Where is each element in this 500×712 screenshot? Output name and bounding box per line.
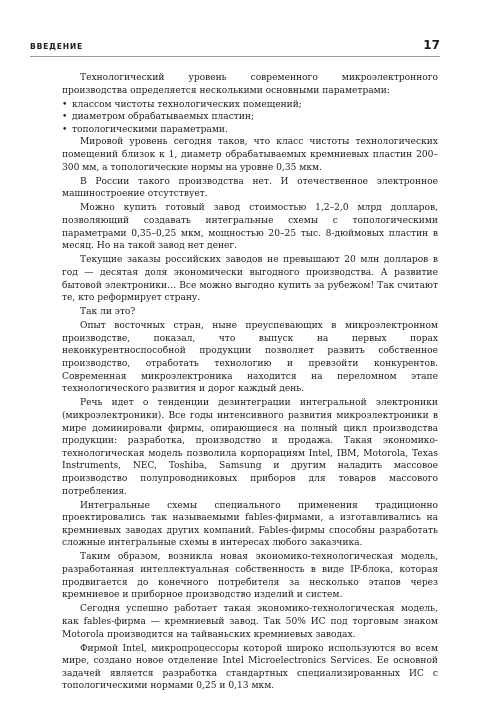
intro-paragraph: Технологический уровень современного микроэлектронного производства определяется несколькими основными параметрами: <box>62 73 438 96</box>
paragraph: Опыт восточных стран, ныне преуспевающих в микроэлектронном производстве, показал, что выпуск на первых порах неконкурентноспособной продукции позволяет развить собственное производство, отработать технологию и превзойти конкурентов. Современная микроэлектроника находится на переломном этапе технологического развития и дорог каждый день. <box>62 321 438 395</box>
parameter-list <box>62 99 438 137</box>
paragraph: Сегодня успешно работает такая экономико-технологическая модель, как fables-фирма — кремниевый завод. Так 50% ИС под торговым знаком Motorola производится на тайваньских кремниевых заводах. <box>62 604 438 640</box>
paragraph: Речь идет о тенденции дезинтеграции интегральной электроники (микроэлектроники). Все годы интенсивного развития микроэлектроники в мире доминировали фирмы, опирающиеся на полный цикл производства продукции: разработка, производство и продажа. Такая экономико-технологическая модель позволила корпорациям Intel, IBM, Motorola, Texas Instruments, NEC, Toshiba, Samsung и другим наладить массовое производство полупроводниковых приборов для товаров массового потребления. <box>62 398 438 497</box>
paragraph: Можно купить готовый завод стоимостью 1,2–2,0 млрд долларов, позволяющий создавать интегральные схемы с топологическими параметрами 0,35–0,25 мкм, мощностью 20–25 тыс. 8-дюймовых пластин в месяц. Но на такой завод нет денег. <box>62 203 438 252</box>
header-rule <box>30 56 440 57</box>
page-header <box>30 38 440 54</box>
paragraph: Текущие заказы российских заводов не превышают 20 млн долларов в год — десятая доля экономически выгодного производства. А развитие бытовой электроники… Все можно выгодно купить за рубежом! Так считают те, кто реформирует страну. <box>62 255 438 304</box>
body-text <box>62 72 438 695</box>
paragraph: Мировой уровень сегодня таков, что класс чистоты технологических помещений близок к 1, диаметр обрабатываемых кремниевых пластин 200–300 мм, а топологические нормы на уровне 0,35 мкм. <box>62 137 438 173</box>
list-item: • диаметром обрабатываемых пластин; <box>62 111 438 124</box>
list-item: • топологическими параметрами. <box>62 124 438 137</box>
paragraph: Таким образом, возникла новая экономико-технологическая модель, разработанная интеллектуальная собственность в виде IP-блока, которая продвигается до конечного потребителя за несколько этапов через кремниевое и приборное производство изделий и систем. <box>62 552 438 601</box>
paragraph: Интегральные схемы специального применения традиционно проектировались так называемыми fables-фирмами, а изготавливались на кремниевых заводах других компаний. Fables-фирмы способны разработать сложные интегральные схемы в интересах любого заказчика. <box>62 500 438 549</box>
paragraph: Фирмой Intel, микропроцессоры которой широко используются во всем мире, создано новое отделение Intel Microelectronics Services. Ее основной задачей является разработка стандартных специализированных ИС с топологическими нормами 0,25 и 0,13 мкм. <box>62 643 438 692</box>
paragraph: В России такого производства нет. И отечественное электронное машиностроение отсутствует. <box>62 176 438 200</box>
paragraph: Так ли это? <box>80 307 136 318</box>
page-number: 17 <box>423 38 440 52</box>
section-title: ВВЕДЕНИЕ <box>30 42 84 51</box>
list-item: • классом чистоты технологических помещений; <box>62 99 438 112</box>
